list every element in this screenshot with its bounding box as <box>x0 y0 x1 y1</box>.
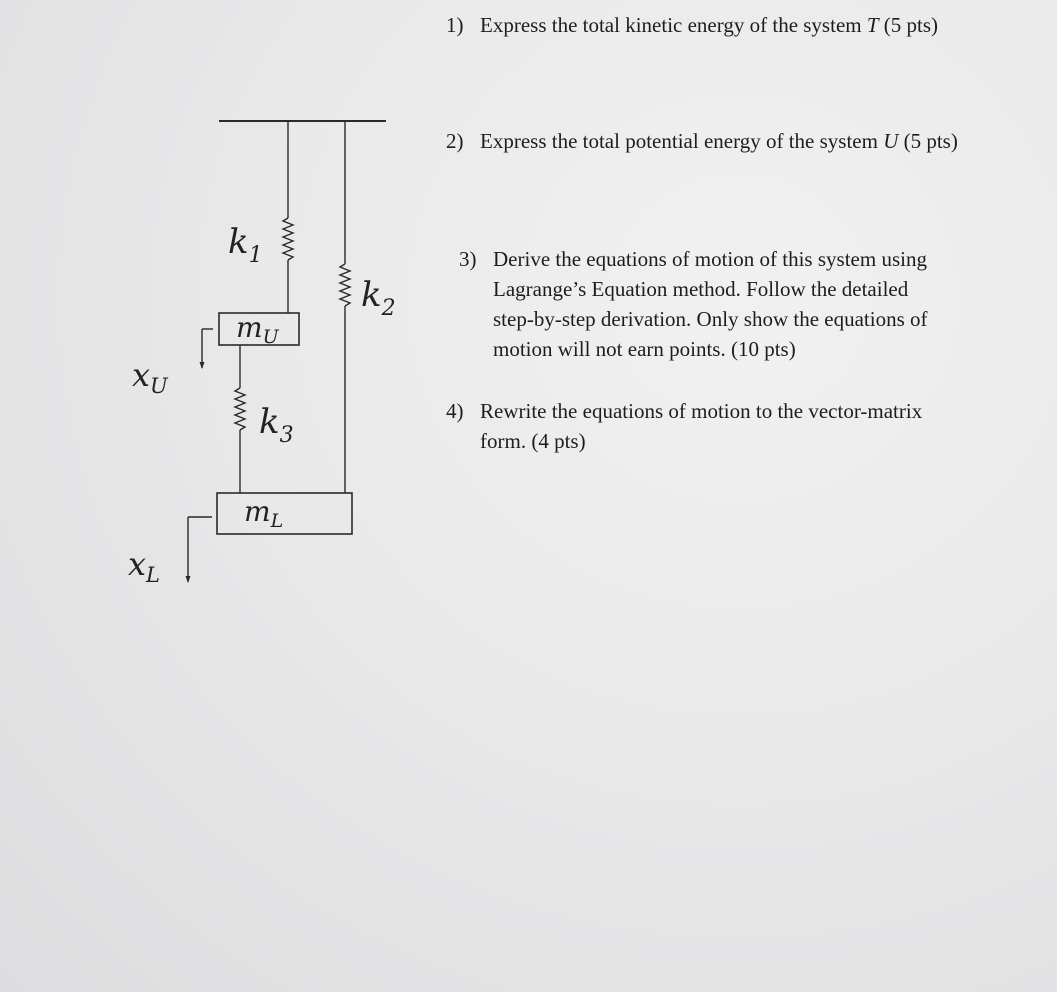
question-1-number: 1) <box>446 13 464 37</box>
label-k1-sub: 1 <box>248 243 263 268</box>
label-xU-base: x <box>132 356 151 394</box>
label-xL-sub: L <box>146 563 160 587</box>
question-1 <box>446 10 946 40</box>
question-2-text <box>446 126 966 156</box>
question-2-variable: U <box>883 129 899 153</box>
question-1-text <box>446 10 946 40</box>
label-k2 <box>361 275 396 321</box>
question-4 <box>446 396 946 456</box>
question-2 <box>446 126 966 156</box>
question-3 <box>459 244 949 364</box>
spring-k1 <box>283 121 293 313</box>
question-1-text-before: Express the total kinetic energy of the system <box>480 13 867 37</box>
label-mU <box>236 311 280 348</box>
arrow-xL <box>186 517 213 583</box>
question-2-number: 2) <box>446 129 464 153</box>
question-1-variable: T <box>866 13 879 37</box>
question-3-number: 3) <box>459 247 477 271</box>
question-3-text: Derive the equations of motion of this system using Lagrange’s Equation method. Follow the detailed step-by-step derivation. Only show the equations of motion will not earn points. (10 pts) <box>493 247 928 361</box>
mass-lower-box <box>217 493 352 534</box>
question-2-text-before: Express the total potential energy of the system <box>480 129 884 153</box>
label-xL-base: x <box>128 545 147 583</box>
label-k2-sub: 2 <box>381 296 396 321</box>
label-mL-base: m <box>244 495 271 528</box>
spring-k3 <box>235 345 245 493</box>
label-k2-base: k <box>361 275 382 315</box>
label-mL-sub: L <box>270 510 284 532</box>
question-2-text-after: (5 pts) <box>898 129 958 153</box>
label-k3 <box>259 402 294 448</box>
mass-spring-diagram <box>0 0 460 640</box>
label-k1-base: k <box>228 222 249 262</box>
question-1-text-after: (5 pts) <box>878 13 939 37</box>
label-xU-sub: U <box>150 374 168 398</box>
label-mU-base: m <box>236 311 263 344</box>
question-4-number: 4) <box>446 399 464 423</box>
label-xU <box>132 356 169 398</box>
label-mL <box>244 495 283 532</box>
label-k3-base: k <box>259 402 280 442</box>
label-k3-sub: 3 <box>279 423 294 448</box>
question-4-text: Rewrite the equations of motion to the vector-matrix form. (4 pts) <box>480 399 923 453</box>
spring-k2 <box>340 121 350 493</box>
label-mU-sub: U <box>262 326 279 348</box>
arrow-xU <box>200 329 214 369</box>
label-k1 <box>228 222 263 268</box>
label-xL <box>128 545 160 587</box>
